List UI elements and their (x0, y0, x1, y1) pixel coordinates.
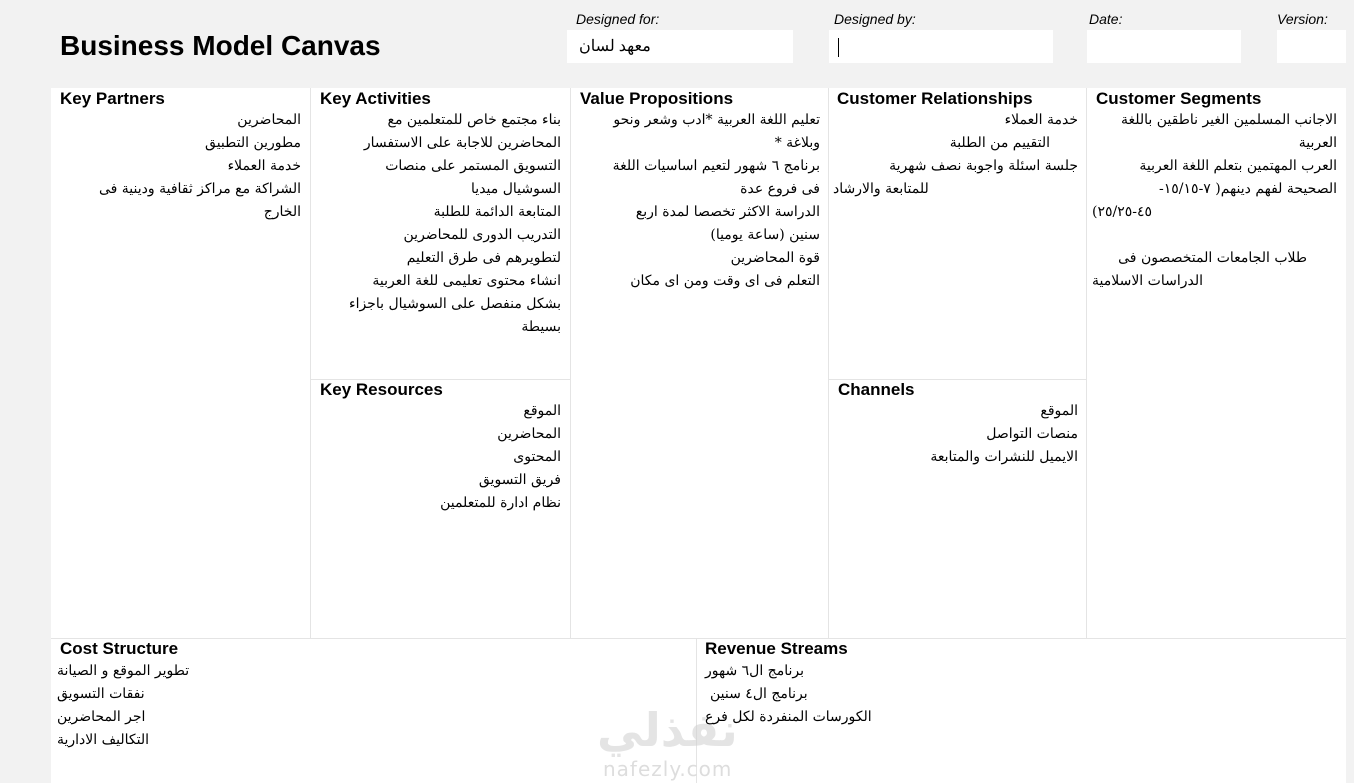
list-item: الصحيحة لفهم دينهم( ٧-١٥/١٥- (1159, 181, 1337, 197)
divider (51, 638, 1346, 639)
list-item: بسيطة (521, 319, 561, 335)
key-partners-title: Key Partners (60, 89, 165, 108)
list-item: جلسة اسئلة واجوبة نصف شهرية (889, 158, 1078, 174)
list-item: الخارج (263, 204, 301, 220)
key-activities-list[interactable] (311, 109, 561, 339)
list-item: قوة المحاضرين (730, 250, 820, 266)
list-item: نفقات التسويق (57, 686, 145, 702)
list-item: التعلم فى اى وقت ومن اى مكان (630, 273, 820, 289)
list-item: المحتوى (513, 449, 561, 465)
list-item: السوشيال ميديا (471, 181, 561, 197)
list-item: المحاضرين للاجابة على الاستفسار (363, 135, 561, 151)
cost-structure-title: Cost Structure (60, 639, 179, 658)
list-item: برنامج ال٤ سنين (710, 686, 808, 702)
divider (1086, 88, 1087, 639)
list-item: الدراسة الاكثر تخصصا لمدة اربع (635, 204, 820, 220)
list-item: الدراسات الاسلامية (1092, 273, 1203, 289)
divider (828, 88, 829, 639)
list-item: التكاليف الادارية (57, 732, 149, 748)
list-item: بشكل منفصل على السوشيال باجزاء (348, 296, 561, 312)
list-item: الموقع (1040, 403, 1078, 419)
list-item: برنامج ٦ شهور لتعيم اساسيات اللغة (612, 158, 820, 174)
list-item: التسويق المستمر على منصات (385, 158, 561, 174)
value-propositions-list[interactable] (570, 109, 820, 293)
revenue-streams-list[interactable] (705, 660, 1105, 729)
list-item: الشراكة مع مراكز ثقافية ودينية فى (98, 181, 301, 197)
designed-by-field[interactable] (829, 30, 1053, 63)
list-item: للمتابعة والارشاد (833, 181, 929, 197)
designed-by-label: Designed by: (834, 11, 916, 27)
list-item: تعليم اللغة العربية *ادب وشعر ونحو (613, 112, 820, 128)
page-title: Business Model Canvas (60, 30, 381, 61)
list-item: لتطويرهم فى طرق التعليم (406, 250, 561, 266)
list-item: انشاء محتوى تعليمى للغة العربية (372, 273, 561, 289)
list-item: المحاضرين (237, 112, 301, 128)
list-item: فريق التسويق (478, 472, 561, 488)
list-item: بناء مجتمع خاص للمتعلمين مع (387, 112, 561, 128)
list-item: اجر المحاضرين (57, 709, 146, 725)
list-item: وبلاغة * (774, 135, 820, 151)
designed-for-field[interactable] (567, 30, 793, 63)
list-item: نظام ادارة للمتعلمين (440, 495, 561, 511)
value-propositions-title: Value Propositions (580, 89, 734, 108)
date-label: Date: (1089, 11, 1123, 27)
list-item: الاجانب المسلمين الغير ناطقين باللغة (1120, 112, 1337, 128)
list-item: سنين (ساعة يوميا) (710, 227, 820, 243)
key-resources-title: Key Resources (320, 380, 443, 399)
list-item: مطورين التطبيق (205, 135, 301, 151)
list-item: التدريب الدورى للمحاضرين (403, 227, 561, 243)
revenue-streams-title: Revenue Streams (705, 639, 848, 658)
list-item: خدمة العملاء (1004, 112, 1078, 128)
customer-segments-list[interactable] (1092, 109, 1337, 293)
list-item: طلاب الجامعات المتخصصون فى (1118, 250, 1307, 266)
list-item: العرب المهتمين بتعلم اللغة العربية (1139, 158, 1337, 174)
watermark-url: nafezly.com (603, 757, 733, 781)
list-item: الايميل للنشرات والمتابعة (930, 449, 1078, 465)
list-item: منصات التواصل (986, 426, 1078, 442)
version-field[interactable] (1277, 30, 1346, 63)
designed-for-label: Designed for: (576, 11, 660, 27)
list-item: المحاضرين (497, 426, 561, 442)
list-item: خدمة العملاء (227, 158, 301, 174)
watermark-logo: نفذلي (597, 703, 738, 757)
version-label: Version: (1277, 11, 1328, 27)
key-resources-list[interactable] (311, 400, 561, 515)
date-field[interactable] (1087, 30, 1241, 63)
customer-relationships-title: Customer Relationships (837, 89, 1033, 108)
list-item: الموقع (523, 403, 561, 419)
spacer (1092, 224, 1337, 247)
list-item: ٤٥-٢٥/٢٥) (1092, 204, 1153, 220)
list-item: فى فروع عدة (740, 181, 820, 197)
list-item: التقييم من الطلبة (949, 135, 1050, 151)
customer-segments-title: Customer Segments (1096, 89, 1262, 108)
cost-structure-list[interactable] (57, 660, 457, 752)
text-caret (838, 38, 839, 57)
list-item: الكورسات المنفردة لكل فرع (705, 709, 872, 725)
channels-list[interactable] (833, 400, 1078, 469)
channels-title: Channels (838, 380, 915, 399)
customer-relationships-list[interactable] (833, 109, 1078, 201)
key-activities-title: Key Activities (320, 89, 431, 108)
list-item: تطوير الموقع و الصيانة (57, 663, 190, 679)
list-item: برنامج ال٦ شهور (705, 663, 805, 679)
key-partners-list[interactable] (51, 109, 301, 224)
designed-for-value: معهد لسان (579, 38, 651, 55)
list-item: العربية (1298, 135, 1337, 151)
list-item: المتابعة الدائمة للطلبة (433, 204, 561, 220)
